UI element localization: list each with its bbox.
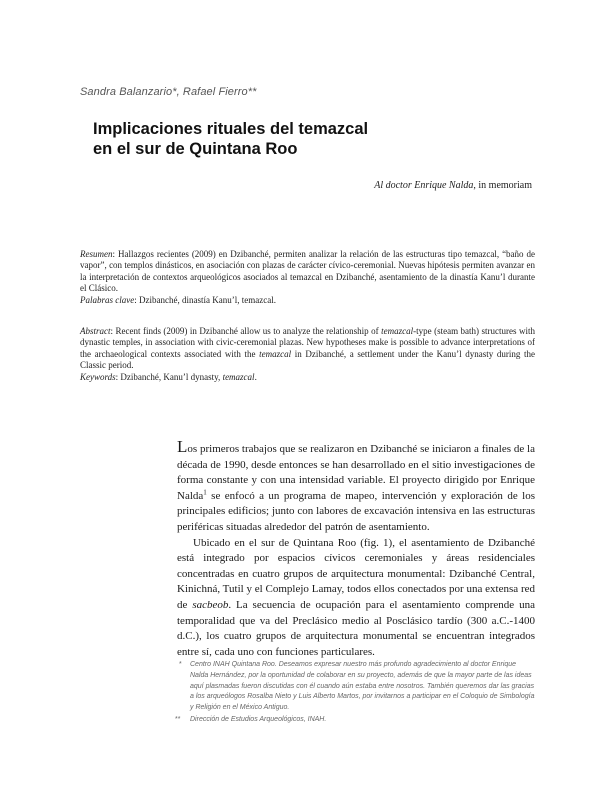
footnotes	[177, 660, 535, 726]
footnote-1-text: Centro INAH Quintana Roo. Deseamos expresar nuestro más profundo agradecimiento al doctor Enrique Nalda Hernández, por la oportunidad de colaborar en su proyecto, además de que la mayor parte de las ideas aquí plasmadas fueron discutidas con él cuando aún estaba entre nosotros. También queremos dar las gracias a los arqueólogos Rosalba Nieto y Luis Alberto Martos, por invitarnos a participar en el Coloquio de Simbología y Religión en el México Antiguo.	[190, 661, 535, 712]
dedication-name: Al doctor Enrique Nalda	[374, 180, 474, 191]
resumen-paragraph	[80, 249, 535, 295]
footnote-1-mark: *	[179, 661, 182, 668]
body-p1-text-a: os primeros trabajos que se realizaron en Dzibanché se iniciaron a finales de la década de 1990, desde entonces se han desarrollado en el sitio investigaciones de forma constante y con una intensidad variable. El proyecto dirigido por Enrique Nalda	[177, 443, 535, 502]
palabras-clave-paragraph	[80, 295, 535, 306]
footnote-2	[177, 715, 535, 726]
body-paragraph-1	[177, 437, 535, 536]
keywords-end: .	[254, 371, 257, 382]
author-line: Sandra Balanzario*, Rafael Fierro**	[80, 86, 257, 98]
abstract-text-a: : Recent finds (2009) in Dzibanché allow us to analyze the relationship of	[110, 326, 382, 336]
keywords-label: Keywords	[80, 371, 116, 382]
body-p2-text-b: . La secuencia de ocupación para el asentamiento comprende una temporalidad que va del Preclásico medio al Posclásico tardío (300 a.C.-1400 d.C.), los cuatro grupos de arquitectura monumental se encuentran integrados entre sí, cada uno con funciones particulares.	[177, 598, 535, 658]
footnote-2-text: Dirección de Estudios Arqueológicos, INAH.	[190, 715, 327, 723]
body-p2-term: sacbeob	[192, 598, 229, 611]
resumen-text: : Hallazgos recientes (2009) en Dzibanché, permiten analizar la relación de las estructuras tipo temazcal, “baño de vapor”, con templos dinásticos, en asociación con plazas de carácter cívico-ceremonial. Nuevas hipótesis permiten avanzar en la interpretación de contextos arqueológicos asociados al temazcal en Dzibanché, asentamiento de la dinastía Kanu’l durante el Clásico.	[80, 249, 535, 294]
abstract-text-b: -type (steam bath) structures with dynastic temples, in association with civic-ceremonial plazas. New hypotheses make is possible to advance interpretations of the archaeological contexts associated with the	[80, 326, 535, 359]
body-p1-text-b: se enfocó a un programa de mapeo, intervención y exploración de los principales edificios; junto con labores de excavación intensiva en las estructuras periféricas situadas alrededor del patrón de asentamiento.	[177, 489, 535, 533]
article-title-line-2: en el sur de Quintana Roo	[93, 140, 298, 158]
abstract-term-2: temazcal	[259, 348, 292, 359]
initial-letter: L	[177, 437, 188, 456]
dedication-rest: , in memoriam	[473, 180, 532, 191]
palabras-clave-label: Palabras clave	[80, 294, 135, 305]
body-text	[177, 437, 535, 660]
footnote-2-mark: **	[175, 715, 181, 723]
body-paragraph-2	[177, 536, 535, 661]
palabras-clave-text: : Dzibanché, dinastía Kanu’l, temazcal.	[134, 294, 276, 305]
dedication	[374, 180, 532, 191]
footnote-ref-1[interactable]: 1	[203, 488, 207, 497]
keywords-text: : Dzibanché, Kanu’l dynasty,	[115, 371, 223, 382]
abstract-text-c: in Dzibanché, a settlement under the Kanu’l dynasty during the Classic period.	[80, 348, 535, 371]
resumen-label: Resumen	[80, 249, 113, 259]
body-p2-text-a: Ubicado en el sur de Quintana Roo (fig. 1), el asentamiento de Dzibanché está integrado por espacios cívicos ceremoniales y áreas residenciales concentradas en cuatro grupos de arquitectura monumental: Dzibanché Central, Kinichná, Tutil y el Complejo Lamay, todos ellos conectados por una extensa red de	[177, 536, 535, 611]
abstract-paragraph	[80, 326, 535, 372]
article-title	[93, 119, 368, 159]
resumen-block	[80, 249, 535, 306]
abstract-term-1: temazcal	[381, 326, 414, 336]
abstract-label: Abstract	[80, 326, 111, 336]
footnote-1	[177, 660, 535, 714]
article-title-line-1: Implicaciones rituales del temazcal	[93, 120, 369, 138]
keywords-term: temazcal	[222, 371, 255, 382]
keywords-paragraph	[80, 372, 535, 383]
abstract-block	[80, 326, 535, 383]
